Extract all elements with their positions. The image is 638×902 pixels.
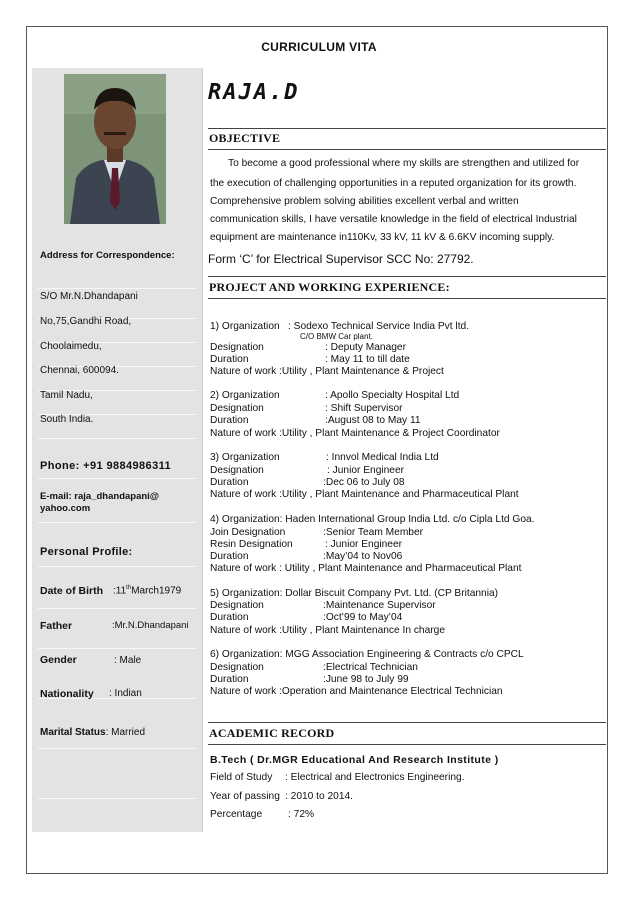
exp-3-org: 3) Organization : Innvol Medical India Ltd — [210, 452, 439, 463]
exp-6-nature: Nature of work :Operation and Maintenance Electrical Technician — [210, 686, 503, 697]
academic-heading: ACADEMIC RECORD — [209, 726, 335, 740]
objective-text: equipment are maintenance in110Kv, 33 kV, 11 kV & 6.6KV incoming supply. — [210, 232, 555, 243]
nationality-value: : Indian — [109, 688, 142, 699]
exp-3-duration-label: Duration — [210, 477, 249, 488]
address-line: S/O Mr.N.Dhandapani — [40, 291, 138, 302]
phone-number: Phone: +91 9884986311 — [40, 460, 172, 472]
exp-3-designation-label: Designation — [210, 465, 264, 476]
father-value: :Mr.N.Dhandapani — [112, 620, 189, 631]
exp-1-nature: Nature of work :Utility , Plant Maintenance & Project — [210, 366, 444, 377]
exp-4-join-label: Join Designation — [210, 527, 286, 538]
exp-2-nature: Nature of work :Utility , Plant Maintenance & Project Coordinator — [210, 428, 500, 439]
exp-4-duration: :May’04 to Nov06 — [323, 551, 403, 562]
exp-5-nature: Nature of work :Utility , Plant Maintenance In charge — [210, 625, 445, 636]
exp-1-org: 1) Organization : Sodexo Technical Service India Pvt ltd. — [210, 321, 470, 332]
percentage: Percentage : 72% — [210, 809, 315, 820]
address-line: Chennai, 600094. — [40, 365, 119, 376]
exp-2-designation-label: Designation — [210, 403, 264, 414]
nationality-label: Nationality — [40, 688, 94, 700]
address-line: Tamil Nadu, — [40, 390, 93, 401]
exp-2-org: 2) Organization : Apollo Specialty Hospital Ltd — [210, 390, 460, 401]
objective-heading: OBJECTIVE — [209, 131, 281, 145]
exp-4-resin: : Junior Engineer — [325, 539, 403, 550]
father-label: Father — [40, 620, 73, 632]
exp-3-designation: : Junior Engineer — [327, 465, 405, 476]
email-line-2: yahoo.com — [40, 503, 91, 514]
experience-heading: PROJECT AND WORKING EXPERIENCE: — [209, 280, 450, 294]
email-line-1: E-mail: raja_dhandapani@ — [40, 491, 160, 502]
objective-text: Comprehensive problem solving abilities excellent verbal and written — [210, 196, 519, 207]
objective-text: To become a good professional where my skills are strengthen and utilized for — [228, 158, 580, 169]
exp-5-duration-label: Duration — [210, 612, 249, 623]
exp-1-duration: : May 11 to till date — [325, 354, 410, 365]
exp-4-nature: Nature of work : Utility , Plant Maintenance and Pharmaceutical Plant — [210, 563, 522, 574]
address-line: Choolaimedu, — [40, 341, 102, 352]
exp-5-designation: :Maintenance Supervisor — [323, 600, 436, 611]
candidate-name: RAJA.D — [208, 80, 300, 105]
exp-3-duration: :Dec 06 to July 08 — [323, 477, 405, 488]
exp-3-nature: Nature of work :Utility , Plant Maintenance and Pharmaceutical Plant — [210, 489, 519, 500]
exp-6-designation-label: Designation — [210, 662, 264, 673]
exp-1-designation-label: Designation — [210, 342, 264, 353]
exp-6-duration-label: Duration — [210, 674, 249, 685]
exp-6-org: 6) Organization: MGG Association Engineering & Contracts c/o CPCL — [210, 649, 524, 660]
exp-6-duration: :June 98 to July 99 — [323, 674, 409, 685]
exp-1-duration-label: Duration — [210, 354, 249, 365]
exp-2-designation: : Shift Supervisor — [325, 403, 403, 414]
supervisor-certificate: Form ‘C’ for Electrical Supervisor SCC No: 27792. — [208, 252, 474, 266]
dob-label: Date of Birth — [40, 585, 103, 597]
exp-6-designation: :Electrical Technician — [323, 662, 418, 673]
exp-4-join: :Senior Team Member — [323, 527, 424, 538]
objective-text: communication skills, I have versatile knowledge in the field of electrical Industrial — [210, 214, 577, 225]
address-line: South India. — [40, 414, 94, 425]
exp-4-org: 4) Organization: Haden International Group India Ltd. c/o Cipla Ltd Goa. — [210, 514, 535, 525]
exp-5-duration: :Oct’99 to May’04 — [323, 612, 403, 623]
exp-1-designation: : Deputy Manager — [325, 342, 406, 353]
gender-label: Gender — [40, 654, 77, 666]
year-of-passing: Year of passing : 2010 to 2014. — [210, 791, 353, 802]
field-of-study: Field of Study : Electrical and Electronics Engineering. — [210, 772, 465, 783]
gender-value: : Male — [114, 655, 142, 666]
exp-5-designation-label: Designation — [210, 600, 264, 611]
exp-4-resin-label: Resin Designation — [210, 539, 293, 550]
dob-value: :11thMarch1979 — [113, 585, 182, 597]
degree: B.Tech ( Dr.MGR Educational And Research Institute ) — [210, 754, 499, 766]
profile-photo — [64, 74, 166, 224]
exp-4-duration-label: Duration — [210, 551, 249, 562]
exp-5-org: 5) Organization: Dollar Biscuit Company Pvt. Ltd. (CP Britannia) — [210, 588, 499, 599]
marital-status: Marital Status: Married — [40, 727, 146, 738]
document-title: CURRICULUM VITA — [261, 40, 377, 54]
exp-2-duration: :August 08 to May 11 — [325, 415, 421, 426]
personal-profile-label: Personal Profile: — [40, 546, 133, 558]
exp-1-note: C/O BMW Car plant. — [300, 332, 373, 341]
address-line: No,75,Gandhi Road, — [40, 316, 132, 327]
objective-text: the execution of challenging opportunities in a reputed organization for its growth. — [210, 178, 577, 189]
exp-2-duration-label: Duration — [210, 415, 249, 426]
address-label: Address for Correspondence: — [40, 250, 175, 261]
